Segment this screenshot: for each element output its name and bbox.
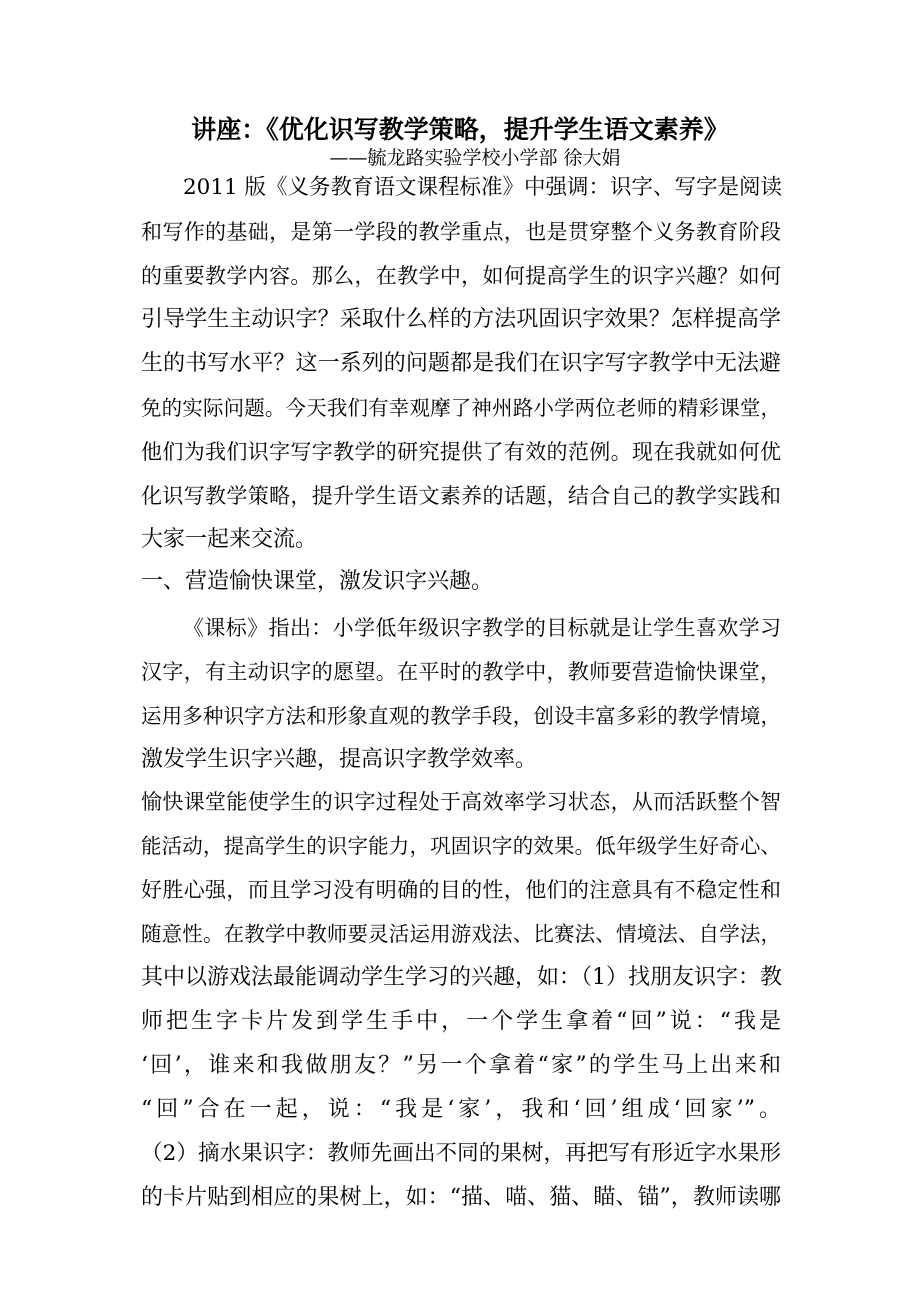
paragraph-line: 的重要教学内容。那么，在教学中，如何提高学生的识字兴趣？如何: [141, 264, 781, 288]
paragraph-line: 好胜心强，而且学习没有明确的目的性，他们的注意具有不稳定性和: [141, 878, 781, 902]
paragraph-line: 和写作的基础，是第一学段的教学重点，也是贯穿整个义务教育阶段: [141, 220, 781, 244]
paragraph-line: “回”合在一起，说：“我是‘家’，我和‘回’组成‘回家’”。: [141, 1097, 781, 1122]
lecture-title: 讲座：《优化识写教学策略，提升学生语文素养》: [191, 115, 729, 144]
section-heading: 一、营造愉快课堂，激发识字兴趣。: [141, 569, 494, 594]
paragraph-line: 汉字，有主动识字的愿望。在平时的教学中，教师要营造愉快课堂，: [141, 660, 781, 684]
paragraph-line: （2）摘水果识字：教师先画出不同的果树，再把写有形近字水果形: [141, 1141, 781, 1166]
paragraph-line: 激发学生识字兴趣，提高识字教学效率。: [141, 747, 538, 772]
paragraph-line: 免的实际问题。今天我们有幸观摩了神州路小学两位老师的精彩课堂，: [141, 396, 781, 420]
paragraph-line: 愉快课堂能使学生的识字过程处于高效率学习状态，从而活跃整个智: [141, 790, 781, 814]
paragraph-line: 随意性。在教学中教师要灵活运用游戏法、比赛法、情境法、自学法，: [141, 922, 781, 946]
paragraph-line: 引导学生主动识字？采取什么样的方法巩固识字效果？怎样提高学: [141, 307, 781, 332]
paragraph-line: 大家一起来交流。: [141, 527, 318, 552]
paragraph-line: 能活动，提高学生的识字能力，巩固识字的效果。低年级学生好奇心、: [141, 834, 781, 858]
paragraph-line: 他们为我们识字写字教学的研究提供了有效的范例。现在我就如何优: [141, 440, 781, 464]
author-line: ——毓龙路实验学校小学部 徐大娟: [329, 147, 621, 169]
paragraph-line: 《课标》指出：小学低年级识字教学的目标就是让学生喜欢学习: [183, 616, 781, 640]
paragraph-line: 化识写教学策略，提升学生语文素养的话题，结合自己的教学实践和: [141, 484, 781, 508]
paragraph-line: 师把生字卡片发到学生手中，一个学生拿着“回”说：“我是: [141, 1009, 781, 1034]
paragraph-line: 2011 版《义务教育语文课程标准》中强调：识字、写字是阅读: [183, 175, 783, 200]
paragraph-line: 的卡片贴到相应的果树上，如：“描、喵、猫、瞄、锚”，教师读哪: [141, 1185, 781, 1210]
paragraph-line: 运用多种识字方法和形象直观的教学手段，创设丰富多彩的教学情境，: [141, 704, 781, 728]
paragraph-line: 其中以游戏法最能调动学生学习的兴趣，如：（1）找朋友识字：教: [141, 965, 782, 990]
paragraph-line: ‘回’，谁来和我做朋友？”另一个拿着“家”的学生马上出来和: [141, 1053, 781, 1078]
paragraph-line: 生的书写水平？这一系列的问题都是我们在识字写字教学中无法避: [141, 351, 781, 376]
